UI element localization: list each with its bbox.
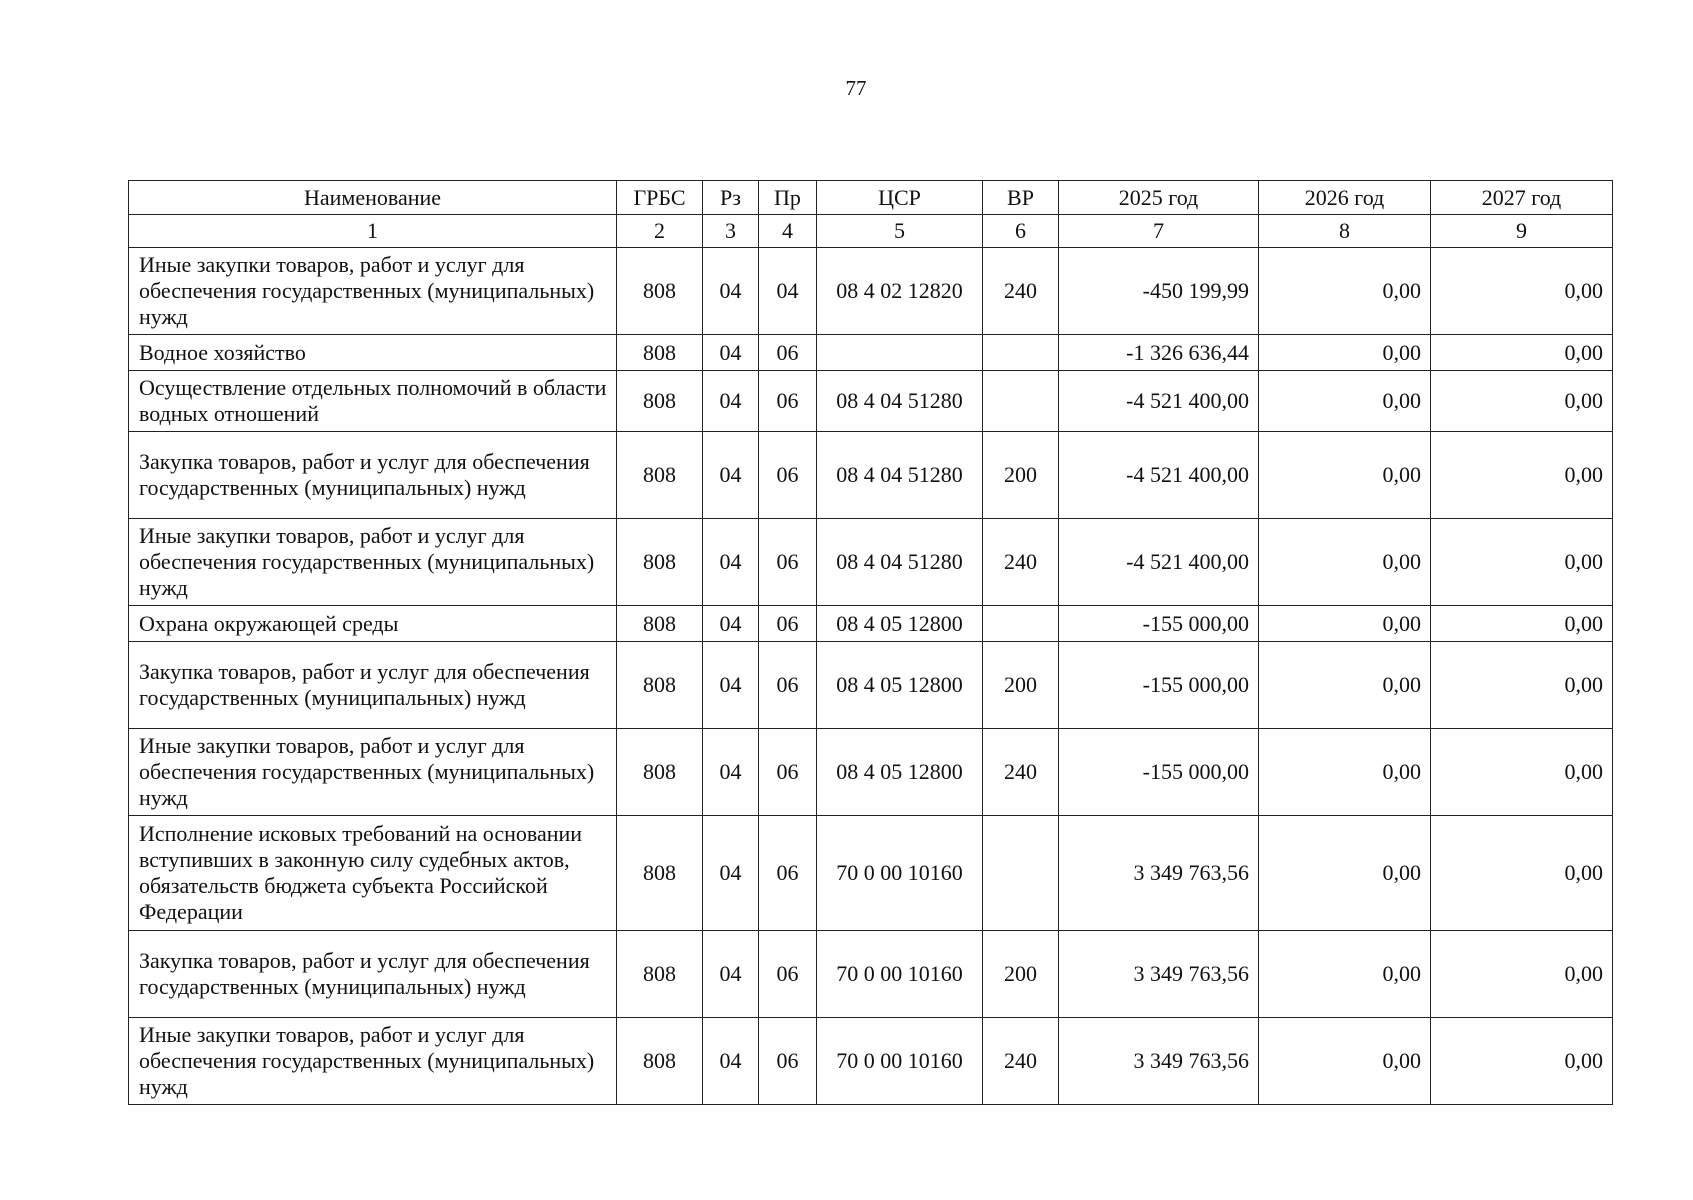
row-csr: 70 0 00 10160: [817, 816, 983, 931]
row-vr: 200: [983, 931, 1059, 1018]
row-pr: 06: [759, 931, 817, 1018]
row-grbs: 808: [617, 1018, 703, 1105]
row-pr: 06: [759, 816, 817, 931]
row-2027: 0,00: [1431, 1018, 1613, 1105]
table-row: [129, 606, 1613, 642]
row-rz: 04: [703, 371, 759, 432]
row-name: Закупка товаров, работ и услуг для обеспечения государственных (муниципальных) нужд: [129, 642, 617, 729]
table-row: [129, 432, 1613, 519]
column-number: 1: [129, 215, 617, 248]
row-2027: 0,00: [1431, 931, 1613, 1018]
row-csr: 08 4 04 51280: [817, 371, 983, 432]
table-row: [129, 519, 1613, 606]
row-2027: 0,00: [1431, 519, 1613, 606]
column-number: 6: [983, 215, 1059, 248]
row-vr: [983, 371, 1059, 432]
row-2026: 0,00: [1259, 606, 1431, 642]
row-2025: -4 521 400,00: [1059, 371, 1259, 432]
row-2026: 0,00: [1259, 729, 1431, 816]
row-2027: 0,00: [1431, 248, 1613, 335]
row-grbs: 808: [617, 432, 703, 519]
row-vr: [983, 816, 1059, 931]
row-2027: 0,00: [1431, 432, 1613, 519]
row-csr: 70 0 00 10160: [817, 931, 983, 1018]
row-pr: 04: [759, 248, 817, 335]
row-pr: 06: [759, 432, 817, 519]
row-2025: -155 000,00: [1059, 729, 1259, 816]
header-2027: 2027 год: [1431, 181, 1613, 215]
row-2027: 0,00: [1431, 606, 1613, 642]
row-vr: 240: [983, 248, 1059, 335]
row-grbs: 808: [617, 519, 703, 606]
header-2026: 2026 год: [1259, 181, 1431, 215]
row-2025: -4 521 400,00: [1059, 519, 1259, 606]
row-pr: 06: [759, 1018, 817, 1105]
page-number: 77: [845, 76, 867, 100]
column-number: 3: [703, 215, 759, 248]
table-row: [129, 371, 1613, 432]
row-vr: 200: [983, 432, 1059, 519]
row-2027: 0,00: [1431, 335, 1613, 371]
row-rz: 04: [703, 606, 759, 642]
row-2025: -450 199,99: [1059, 248, 1259, 335]
row-pr: 06: [759, 606, 817, 642]
row-2026: 0,00: [1259, 371, 1431, 432]
row-grbs: 808: [617, 606, 703, 642]
row-pr: 06: [759, 371, 817, 432]
row-vr: 240: [983, 519, 1059, 606]
row-csr: 70 0 00 10160: [817, 1018, 983, 1105]
row-grbs: 808: [617, 335, 703, 371]
row-rz: 04: [703, 1018, 759, 1105]
row-csr: 08 4 05 12800: [817, 606, 983, 642]
row-2025: -155 000,00: [1059, 642, 1259, 729]
row-pr: 06: [759, 729, 817, 816]
row-2026: 0,00: [1259, 432, 1431, 519]
budget-table: [128, 180, 1613, 1105]
row-grbs: 808: [617, 248, 703, 335]
row-grbs: 808: [617, 642, 703, 729]
header-pr: Пр: [759, 181, 817, 215]
header-2025: 2025 год: [1059, 181, 1259, 215]
row-2026: 0,00: [1259, 816, 1431, 931]
row-2025: -155 000,00: [1059, 606, 1259, 642]
column-number: 4: [759, 215, 817, 248]
table-row: [129, 248, 1613, 335]
row-rz: 04: [703, 335, 759, 371]
row-name: Водное хозяйство: [129, 335, 617, 371]
column-number: 5: [817, 215, 983, 248]
row-vr: 240: [983, 729, 1059, 816]
row-2025: 3 349 763,56: [1059, 816, 1259, 931]
row-2026: 0,00: [1259, 519, 1431, 606]
row-grbs: 808: [617, 931, 703, 1018]
row-name: Осуществление отдельных полномочий в области водных отношений: [129, 371, 617, 432]
header-grbs: ГРБС: [617, 181, 703, 215]
row-name: Иные закупки товаров, работ и услуг для обеспечения государственных (муниципальных) нужд: [129, 1018, 617, 1105]
row-2025: 3 349 763,56: [1059, 931, 1259, 1018]
row-pr: 06: [759, 335, 817, 371]
column-number: 9: [1431, 215, 1613, 248]
row-2026: 0,00: [1259, 642, 1431, 729]
row-grbs: 808: [617, 816, 703, 931]
row-name: Исполнение исковых требований на основании вступивших в законную силу судебных актов, обязательств бюджета субъекта Российской Федерации: [129, 816, 617, 931]
row-2026: 0,00: [1259, 931, 1431, 1018]
row-name: Закупка товаров, работ и услуг для обеспечения государственных (муниципальных) нужд: [129, 931, 617, 1018]
table-row: [129, 729, 1613, 816]
row-vr: [983, 335, 1059, 371]
row-grbs: 808: [617, 729, 703, 816]
header-rz: Рз: [703, 181, 759, 215]
column-number: 2: [617, 215, 703, 248]
header-name: Наименование: [129, 181, 617, 215]
row-csr: 08 4 05 12800: [817, 642, 983, 729]
row-vr: [983, 606, 1059, 642]
row-csr: 08 4 05 12800: [817, 729, 983, 816]
row-rz: 04: [703, 931, 759, 1018]
row-name: Иные закупки товаров, работ и услуг для обеспечения государственных (муниципальных) нужд: [129, 248, 617, 335]
row-2025: 3 349 763,56: [1059, 1018, 1259, 1105]
row-2025: -4 521 400,00: [1059, 432, 1259, 519]
row-rz: 04: [703, 519, 759, 606]
row-rz: 04: [703, 432, 759, 519]
row-2027: 0,00: [1431, 729, 1613, 816]
table-row: [129, 335, 1613, 371]
row-vr: 200: [983, 642, 1059, 729]
row-csr: 08 4 02 12820: [817, 248, 983, 335]
row-grbs: 808: [617, 371, 703, 432]
row-csr: [817, 335, 983, 371]
header-row: [129, 181, 1613, 215]
row-2026: 0,00: [1259, 1018, 1431, 1105]
table-row: [129, 642, 1613, 729]
row-csr: 08 4 04 51280: [817, 432, 983, 519]
row-vr: 240: [983, 1018, 1059, 1105]
header-csr: ЦСР: [817, 181, 983, 215]
table-row: [129, 931, 1613, 1018]
row-2026: 0,00: [1259, 335, 1431, 371]
column-number: 7: [1059, 215, 1259, 248]
row-pr: 06: [759, 519, 817, 606]
row-2026: 0,00: [1259, 248, 1431, 335]
row-rz: 04: [703, 642, 759, 729]
row-rz: 04: [703, 248, 759, 335]
table-row: [129, 816, 1613, 931]
row-2027: 0,00: [1431, 816, 1613, 931]
row-rz: 04: [703, 816, 759, 931]
row-2027: 0,00: [1431, 371, 1613, 432]
column-number: 8: [1259, 215, 1431, 248]
row-rz: 04: [703, 729, 759, 816]
row-name: Иные закупки товаров, работ и услуг для обеспечения государственных (муниципальных) нужд: [129, 729, 617, 816]
row-name: Закупка товаров, работ и услуг для обеспечения государственных (муниципальных) нужд: [129, 432, 617, 519]
row-pr: 06: [759, 642, 817, 729]
column-number-row: [129, 215, 1613, 248]
header-vr: ВР: [983, 181, 1059, 215]
row-csr: 08 4 04 51280: [817, 519, 983, 606]
row-2025: -1 326 636,44: [1059, 335, 1259, 371]
row-name: Иные закупки товаров, работ и услуг для обеспечения государственных (муниципальных) нужд: [129, 519, 617, 606]
row-2027: 0,00: [1431, 642, 1613, 729]
row-name: Охрана окружающей среды: [129, 606, 617, 642]
table-row: [129, 1018, 1613, 1105]
